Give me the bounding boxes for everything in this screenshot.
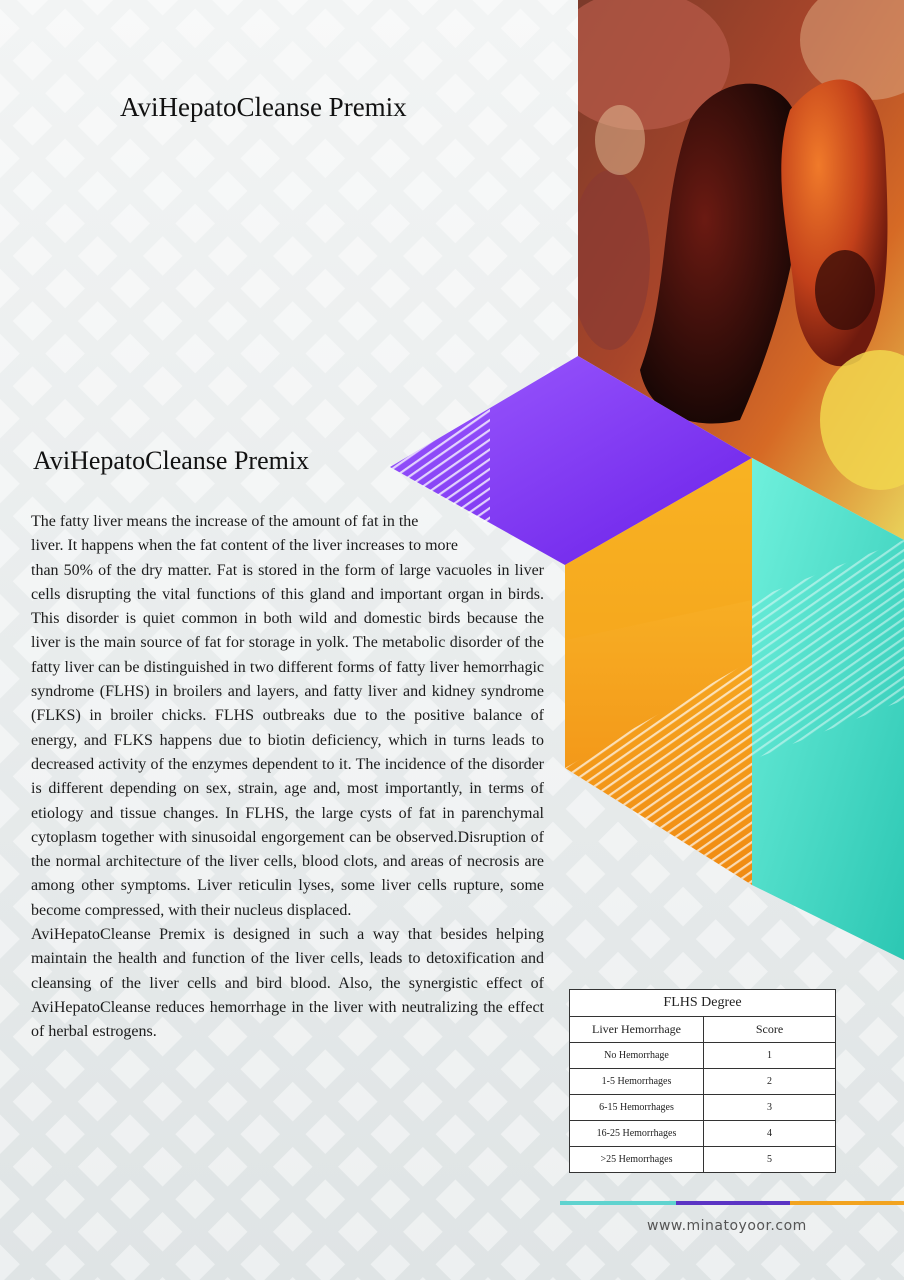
row-score: 5 [704, 1147, 836, 1173]
row-label: 6-15 Hemorrhages [570, 1095, 704, 1121]
column-header-score: Score [704, 1017, 836, 1043]
row-score: 4 [704, 1121, 836, 1147]
table-row [570, 1121, 836, 1147]
article-title: AviHepatoCleanse Premix [33, 446, 310, 475]
flhs-degree-table [569, 989, 836, 1173]
paragraph-product: AviHepatoCleanse Premix is designed in such a way that besides helping maintain the health and function of the liver cells, leads to detoxification and cleansing of the liver cells and bird blood. Also, the synergistic effect of AviHepatoCleanse reduces hemorrhage in the liver with neutralizing the effect of herbal estrogens. [31, 926, 544, 1041]
table-row [570, 1095, 836, 1121]
footer-stripe-cyan [560, 1201, 676, 1205]
paragraph-intro-body: than 50% of the dry matter. Fat is stored in the form of large vacuoles in liver cells disrupting the vital functions of this gland and important organ in birds. This disorder is quiet common in both wild and domestic birds because the liver is the main source of fat for storage in yolk. The metabolic disorder of the fatty liver can be distinguished in two different forms of fatty liver hemorrhagic syndrome (FLHS) in broilers and layers, and fatty liver and kidney syndrome (FLKS) in broiler chicks. FLHS outbreaks due to the positive balance of energy, and FLKS happens due to biotin deficiency, which in turns leads to decreased activity of the enzymes dependent to it. The incidence of the disorder is different depending on sex, strain, age and, most importantly, in terms of etiology and tissue changes. In FLHS, the large cysts of fat in parenchymal cytoplasm together with sinusoidal engorgement can be observed.Disruption of the normal architecture of the liver cells, blood clots, and areas of necrosis are among other symptoms. Liver reticulin lyses, some liver cells rupture, some become compressed, with their nucleus displaced. [31, 561, 544, 919]
row-score: 2 [704, 1069, 836, 1095]
website-link[interactable]: www.minatoyoor.com [647, 1218, 807, 1234]
page-header-title: AviHepatoCleanse Premix [120, 92, 407, 122]
article-body [31, 510, 544, 1045]
table-row [570, 1069, 836, 1095]
paragraph-intro-line1: The fatty liver means the increase of the amount of fat in the [31, 513, 419, 530]
row-label: 16-25 Hemorrhages [570, 1121, 704, 1147]
row-label: >25 Hemorrhages [570, 1147, 704, 1173]
table-row [570, 1043, 836, 1069]
footer-stripe-purple [676, 1201, 790, 1205]
row-label: 1-5 Hemorrhages [570, 1069, 704, 1095]
table-row [570, 1147, 836, 1173]
paragraph-intro-line2: liver. It happens when the fat content of the liver increases to more [31, 537, 458, 555]
row-score: 1 [704, 1043, 836, 1069]
footer-stripe-orange [790, 1201, 904, 1205]
row-score: 3 [704, 1095, 836, 1121]
table-title: FLHS Degree [570, 990, 836, 1017]
row-label: No Hemorrhage [570, 1043, 704, 1069]
column-header-liver-hemorrhage: Liver Hemorrhage [570, 1017, 704, 1043]
